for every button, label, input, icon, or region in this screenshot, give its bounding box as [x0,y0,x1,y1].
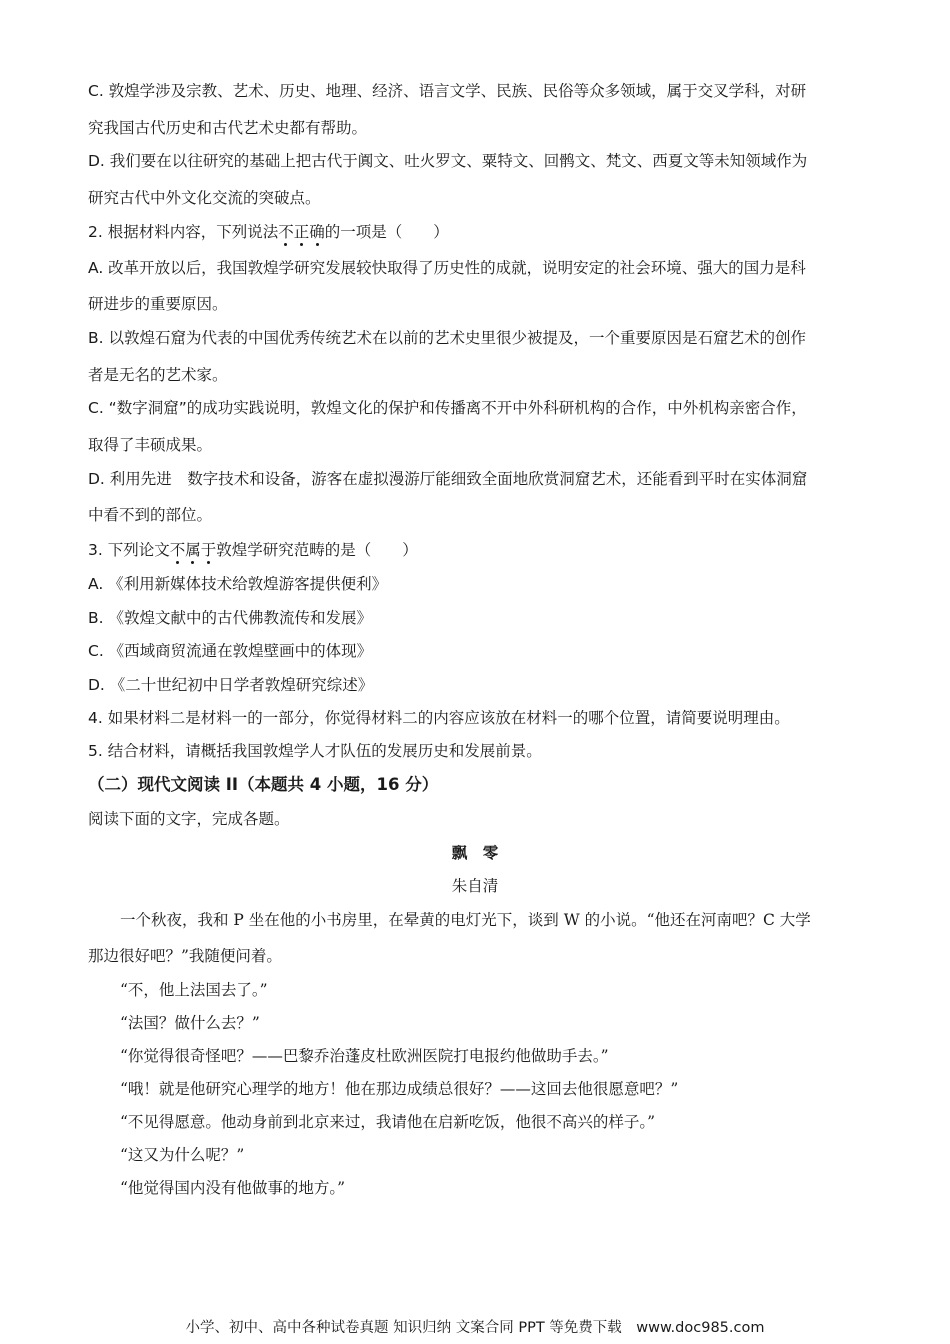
q3-option-a: A. 《利用新媒体技术给敦煌游客提供便利》 [88,575,388,593]
q2-option-b-line2: 者是无名的艺术家。 [88,366,228,384]
q2-option-c-line1: C. “数字洞窟”的成功实践说明，敦煌文化的保护和传播离不开中外科研机构的合作，中外机构亲密合作， [88,399,807,417]
dialogue-line: “不，他上法国去了。” [120,981,268,999]
q2-option-d-line2: 中看不到的部位。 [88,506,213,524]
q2-option-d-line1: D. 利用先进 数字技术和设备，游客在虚拟漫游厅能细致全面地欣赏洞窟艺术，还能看到平时在实体洞窟 [88,470,808,488]
q2-option-c-line2: 取得了丰硕成果。 [88,436,213,454]
section-instruction: 阅读下面的文字，完成各题。 [88,810,290,828]
q1-option-d-line1: D. 我们要在以往研究的基础上把古代于阗文、吐火罗文、粟特文、回鹘文、梵文、西夏文等未知领域作为 [88,152,808,170]
dialogue-line: “不见得愿意。他动身前到北京来过，我请他在启新吃饭，他很不高兴的样子。” [120,1113,656,1131]
q4-stem: 4. 如果材料二是材料一的一部分，你觉得材料二的内容应该放在材料一的哪个位置，请简要说明理由。 [88,709,790,727]
story-title: 飘 零 [451,843,499,862]
q2-option-a-line1: A. 改革开放以后，我国敦煌学研究发展较快取得了历史性的成就，说明安定的社会环境、强大的国力是科 [88,259,806,277]
emphasis-char: 不 [278,223,294,241]
story-para1-line2: 那边很好吧？”我随便问着。 [88,947,282,965]
q5-stem: 5. 结合材料，请概括我国敦煌学人才队伍的发展历史和发展前景。 [88,742,542,760]
section-heading: （二）现代文阅读 II（本题共 4 小题，16 分） [88,775,439,794]
q3-stem: 3. 下列论文不属于敦煌学研究范畴的是（ ） [88,541,418,559]
dialogue-line: “这又为什么呢？” [120,1146,245,1164]
emphasis-char: 不 [169,541,186,559]
q2-option-a-line2: 研进步的重要原因。 [88,295,228,313]
dialogue-line: “你觉得很奇怪吧？——巴黎乔治蓬皮杜欧洲医院打电报约他做助手去。” [120,1047,609,1065]
emphasis-char: 正 [293,223,310,241]
dialogue-line: “哦！就是他研究心理学的地方！他在那边成绩总很好？——这回去他很愿意吧？” [120,1080,679,1098]
dialogue-line: “法国？做什么去？” [120,1014,260,1032]
emphasis-char: 属 [185,541,201,559]
emphasis-char: 于 [200,541,217,559]
q1-option-d-line2: 研究古代中外文化交流的突破点。 [88,189,321,207]
q1-option-c-line2: 究我国古代历史和古代艺术史都有帮助。 [88,119,368,137]
q2-stem: 2. 根据材料内容，下列说法不正确的一项是（ ） [88,223,449,241]
q2-option-b-line1: B. 以敦煌石窟为代表的中国优秀传统艺术在以前的艺术史里很少被提及，一个重要原因是石窟艺术的创作 [88,329,806,347]
q1-option-c-line1: C. 敦煌学涉及宗教、艺术、历史、地理、经济、语言文学、民族、民俗等众多领域，属于交叉学科，对研 [88,82,807,100]
q3-option-b: B. 《敦煌文献中的古代佛教流传和发展》 [88,609,372,627]
dialogue-line: “他觉得国内没有他做事的地方。” [120,1179,346,1197]
emphasis-char: 确 [309,223,325,241]
q3-option-c: C. 《西域商贸流通在敦煌壁画中的体现》 [88,642,373,660]
story-author: 朱自清 [451,877,499,895]
q3-option-d: D. 《二十世纪初中日学者敦煌研究综述》 [88,676,374,694]
page-footer: 小学、初中、高中各种试卷真题 知识归纳 文案合同 PPT 等免费下载 www.doc985.com [185,1320,765,1336]
story-para1-line1: 一个秋夜，我和 P 坐在他的小书房里，在晕黄的电灯光下，谈到 W 的小说。“他还在河南吧？C 大学 [120,911,811,929]
